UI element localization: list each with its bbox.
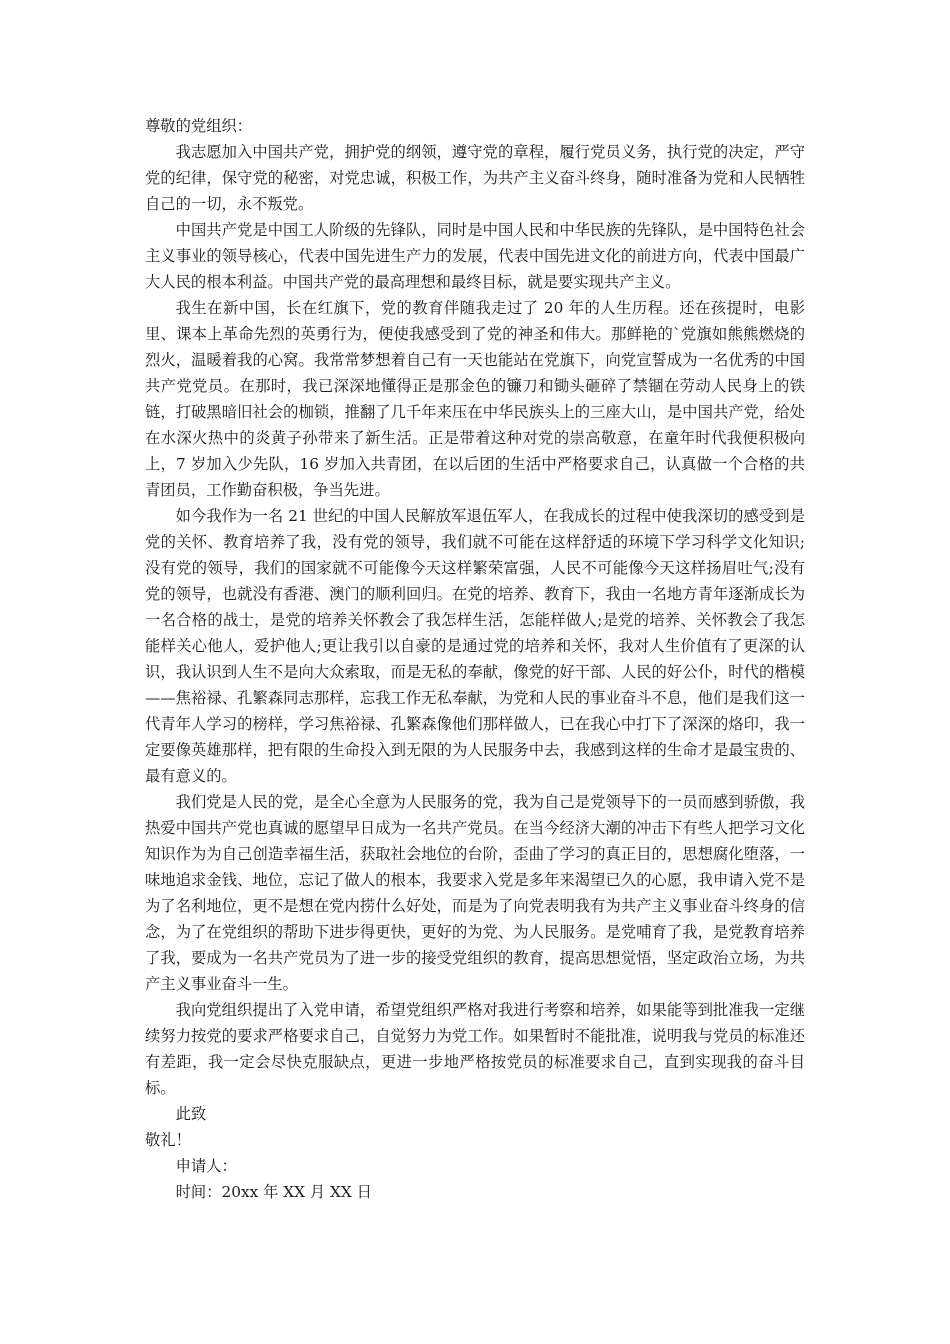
paragraph-military: 如今我作为一名 21 世纪的中国人民解放军退伍军人，在我成长的过程中使我深切的感受到是党的关怀、教育培养了我，没有党的领导，我们就不可能在这样舒适的环境下学习科学文化知识;没有党的领导，我们的国家就不可能像今天这样繁荣富强，人民不可能像今天这样扬眉吐气;没有党的领导，也就没有香港、澳门的顺利回归。在党的培养、教育下，我由一名地方青年逐渐成长为一名合格的战士，是党的培养关怀教会了我怎样生活，怎能样做人;是党的培养、关怀教会了我怎能样关心他人，爱护他人;更让我引以自豪的是通过党的培养和关怀，我对人生价值有了更深的认识，我认识到人生不是向大众索取，而是无私的奉献，像党的好干部、人民的好公仆，时代的楷模——焦裕禄、孔繁森同志那样，忘我工作无私奉献，为党和人民的事业奋斗不息，他们是我们这一代青年人学习的榜样，学习焦裕禄、孔繁森像他们那样做人，已在我心中打下了深深的烙印，我一定要像英雄那样，把有限的生命投入到无限的为人民服务中去，我感到这样的生命才是最宝贵的、最有意义的。 bbox=[145, 507, 805, 785]
paragraph-motivation: 我们党是人民的党，是全心全意为人民服务的党，我为自己是党领导下的一员而感到骄傲，我热爱中国共产党也真诚的愿望早日成为一名共产党员。在当今经济大潮的冲击下有些人把学习文化知识作为为自己创造幸福生活，获取社会地位的台阶，歪曲了学习的真正目的，思想腐化堕落，一味地追求金钱、地位，忘记了做人的根本，我要求入党是多年来渴望已久的心愿，我申请入党不是为了名利地位，更不是想在党内捞什么好处，而是为了向党表明我有为共产主义事业奋斗终身的信念，为了在党组织的帮助下进步得更快，更好的为党、为人民服务。是党哺育了我，是党教育培养了我，要成为一名共产党员为了进一步的接受党组织的教育，提高思想觉悟，坚定政治立场，为共产主义事业奋斗一生。 bbox=[145, 793, 805, 993]
document-page bbox=[145, 113, 805, 1205]
closing-cizhi: 此致 bbox=[175, 1105, 207, 1123]
closing-jingli: 敬礼！ bbox=[145, 1131, 191, 1149]
paragraph-childhood: 我生在新中国，长在红旗下，党的教育伴随我走过了 20 年的人生历程。还在孩提时，电影里、课本上革命先烈的英勇行为，便使我感受到了党的神圣和伟大。那鲜艳的`党旗如熊熊燃烧的烈火，温暖着我的心窝。我常常梦想着自己有一天也能站在党旗下，向党宣誓成为一名优秀的中国共产党党员。在那时，我已深深地懂得正是那金色的镰刀和锄头砸碎了禁锢在劳动人民身上的铁链，打破黑暗旧社会的枷锁，推翻了几千年来压在中华民族头上的三座大山，是中国共产党，给处在水深火热中的炎黄子孙带来了新生活。正是带着这种对党的崇高敬意，在童年时代我便积极向上，7 岁加入少先队，16 岁加入共青团，在以后团的生活中严格要求自己，认真做一个合格的共青团员，工作勤奋积极，争当先进。 bbox=[145, 299, 805, 499]
applicant-line: 申请人： bbox=[175, 1157, 237, 1175]
salutation: 尊敬的党组织： bbox=[145, 117, 253, 135]
paragraph-request: 我向党组织提出了入党申请，希望党组织严格对我进行考察和培养，如果能等到批准我一定继续努力按党的要求严格要求自己，自觉努力为党工作。如果暂时不能批准，说明我与党员的标准还有差距，我一定会尽快克服缺点，更进一步地严格按党员的标准要求自己，直到实现我的奋斗目标。 bbox=[145, 1001, 805, 1097]
paragraph-pledge: 我志愿加入中国共产党，拥护党的纲领，遵守党的章程，履行党员义务，执行党的决定，严守党的纪律，保守党的秘密，对党忠诚，积极工作，为共产主义奋斗终身，随时准备为党和人民牺牲自己的一切，永不叛党。 bbox=[145, 143, 805, 213]
date-line: 时间：20xx 年 XX 月 XX 日 bbox=[175, 1183, 372, 1201]
paragraph-party-description: 中国共产党是中国工人阶级的先锋队，同时是中国人民和中华民族的先锋队，是中国特色社会主义事业的领导核心，代表中国先进生产力的发展，代表中国先进文化的前进方向，代表中国最广大人民的根本利益。中国共产党的最高理想和最终目标，就是要实现共产主义。 bbox=[145, 221, 805, 291]
